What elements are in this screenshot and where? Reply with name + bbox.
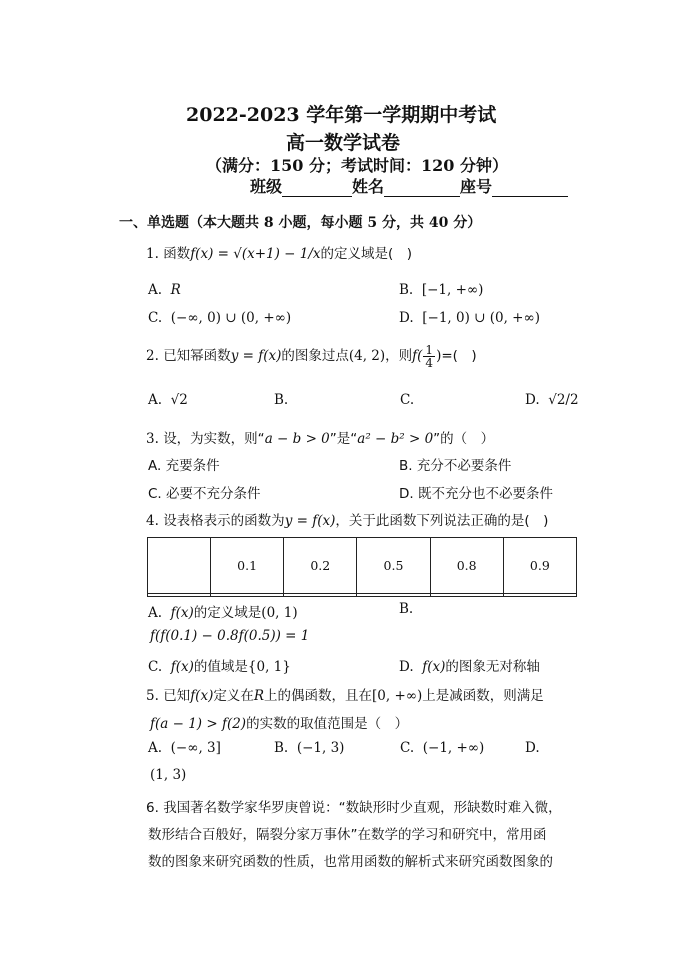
question-6: 6. 我国著名数学家华罗庚曾说：“数缺形时少直观，形缺数时难入微， bbox=[146, 800, 562, 816]
table-row bbox=[148, 593, 577, 596]
class-blank bbox=[282, 182, 352, 197]
table-cell: 0.9 bbox=[503, 538, 576, 594]
q2-option-d-value: √2/2 bbox=[548, 392, 579, 408]
q4-option-b-value: f(f(0.1) − 0.8f(0.5)) = 1 bbox=[150, 628, 310, 644]
q3-condition-1: a − b > 0 bbox=[264, 431, 330, 447]
q2-fraction: $\frac{1}{4}$ bbox=[425, 343, 434, 370]
table-cell: 0.1 bbox=[211, 538, 284, 594]
q2-f: f( bbox=[412, 348, 423, 364]
table-cell: 0.2 bbox=[284, 538, 357, 594]
q1-number: 1. bbox=[146, 246, 159, 262]
q3-option-b: B. 充分不必要条件 bbox=[399, 458, 512, 474]
q2-option-b: B. bbox=[274, 392, 289, 408]
q1-option-d-value: [−1, 0) ∪ (0, +∞) bbox=[422, 310, 540, 326]
table-cell bbox=[357, 593, 430, 596]
question-4: 4. 设表格表示的函数为y = f(x)，关于此函数下列说法正确的是( ) bbox=[146, 513, 549, 529]
q2-prefix: 已知幂函数 bbox=[163, 348, 231, 364]
seat-label: 座号 bbox=[460, 177, 493, 196]
q1-option-a-value: R bbox=[170, 282, 181, 298]
table-cell bbox=[430, 593, 503, 596]
section-heading: 一、单选题（本大题共 8 小题，每小题 5 分，共 40 分） bbox=[119, 215, 482, 231]
q1-option-c-value: (−∞, 0) ∪ (0, +∞) bbox=[170, 310, 292, 326]
q2-mid: 的图象过点 bbox=[281, 348, 349, 364]
q4-function: y = f(x) bbox=[284, 513, 336, 529]
q4-number: 4. bbox=[146, 513, 159, 529]
q1-suffix: 的定义域是( ) bbox=[320, 246, 413, 262]
q2-option-d: D. √2/2 bbox=[525, 392, 579, 408]
question-5: 5. 已知f(x)定义在R上的偶函数，且在[0, +∞)上是减函数，则满足 bbox=[146, 688, 544, 704]
q5-number: 5. bbox=[146, 688, 159, 704]
table-cell bbox=[503, 593, 576, 596]
q6-line-2: 数形结合百般好，隔裂分家万事休”在数学的学习和研究中，常用函 bbox=[148, 827, 547, 843]
q5-line-2: f(a − 1) > f(2)的实数的取值范围是（ ） bbox=[150, 716, 409, 732]
paper-subtitle: 高一数学试卷 bbox=[286, 132, 401, 154]
question-3: 3. 设，为实数，则“a − b > 0”是“a² − b² > 0”的（ ） bbox=[146, 431, 495, 447]
exam-title: 2022-2023 学年第一学期期中考试 bbox=[186, 104, 497, 126]
function-table bbox=[147, 537, 577, 597]
class-label: 班级 bbox=[250, 177, 283, 196]
q2-option-a-value: √2 bbox=[170, 392, 188, 408]
q5-option-d-value: (1, 3) bbox=[150, 767, 187, 783]
q1-prefix: 函数 bbox=[163, 246, 191, 262]
question-1 bbox=[146, 242, 412, 262]
table-cell bbox=[211, 593, 284, 596]
q2-function: y = f(x) bbox=[230, 348, 282, 364]
q5-option-d: D. bbox=[525, 740, 540, 756]
table-cell: 0.5 bbox=[357, 538, 430, 594]
name-blank bbox=[384, 182, 460, 197]
q5-option-b: B. (−1, 3) bbox=[274, 740, 345, 756]
seat-blank bbox=[492, 182, 568, 197]
table-row bbox=[148, 538, 577, 594]
q1-option-b: B. [−1, +∞) bbox=[399, 282, 484, 298]
table-cell bbox=[148, 593, 211, 596]
q2-tail: =( ) bbox=[441, 348, 477, 364]
q2-option-a: A. √2 bbox=[148, 392, 188, 408]
q3-condition-2: a² − b² > 0 bbox=[357, 431, 434, 447]
q2-number: 2. bbox=[146, 348, 159, 364]
table-cell bbox=[148, 538, 211, 594]
q4-option-a: A. f(x)的定义域是(0, 1) bbox=[148, 605, 298, 621]
q2-point: (4, 2) bbox=[348, 348, 386, 364]
name-label: 姓名 bbox=[352, 177, 385, 196]
question-2: 2. 已知幂函数y = f(x)的图象过点(4, 2)，则f( $\frac{1}{4}$ )=( ) bbox=[146, 343, 477, 370]
q6-line-3: 数的图象来研究函数的性质，也常用函数的解析式来研究函数图象的 bbox=[148, 854, 553, 870]
q3-option-c: C. 必要不充分条件 bbox=[148, 486, 261, 502]
q1-expression: f(x) = √(x+1) − 1/x bbox=[190, 246, 321, 262]
q1-option-c: C. (−∞, 0) ∪ (0, +∞) bbox=[148, 310, 292, 326]
q2-option-c: C. bbox=[400, 392, 415, 408]
q1-option-a: A. R bbox=[148, 282, 181, 298]
q2-mid2: ，则 bbox=[385, 348, 413, 364]
q5-option-a: A. (−∞, 3] bbox=[148, 740, 221, 756]
q4-option-d: D. f(x)的图象无对称轴 bbox=[399, 659, 540, 675]
table-cell bbox=[284, 593, 357, 596]
q4-option-b: B. bbox=[399, 601, 414, 617]
q1-option-d: D. [−1, 0) ∪ (0, +∞) bbox=[399, 310, 540, 326]
table-cell: 0.8 bbox=[430, 538, 503, 594]
q4-option-c: C. f(x)的值域是{0, 1} bbox=[148, 659, 291, 675]
q5-option-c: C. (−1, +∞) bbox=[400, 740, 485, 756]
q1-option-b-value: [−1, +∞) bbox=[421, 282, 484, 298]
exam-info: （满分：150 分；考试时间：120 分钟） bbox=[206, 156, 508, 175]
q3-number: 3. bbox=[146, 431, 159, 447]
q3-option-a: A. 充要条件 bbox=[148, 458, 220, 474]
student-info-line bbox=[250, 174, 568, 197]
q3-option-d: D. 既不充分也不必要条件 bbox=[399, 486, 553, 502]
